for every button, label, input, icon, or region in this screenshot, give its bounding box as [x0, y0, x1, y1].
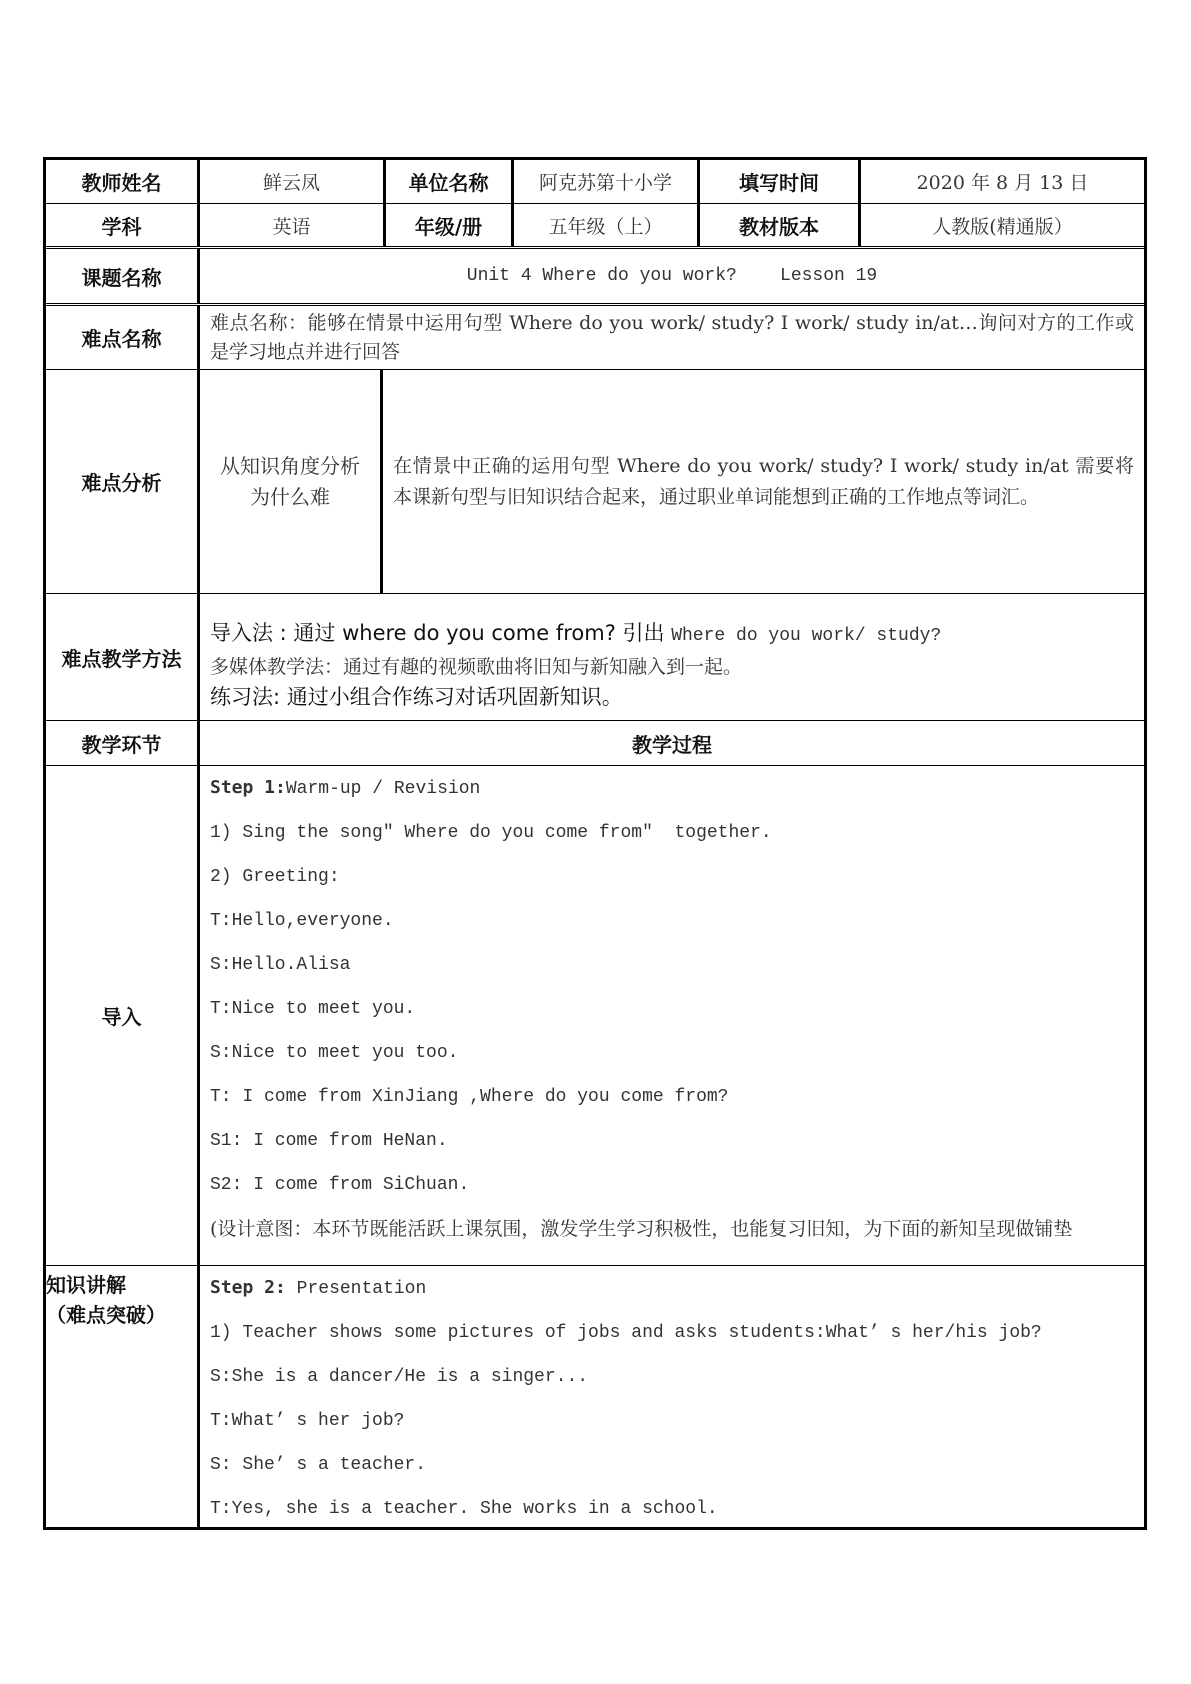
difficulty-analysis-text: 在情景中正确的运用句型 Where do you work/ study? I work/ study in/at 需要将本课新句型与旧知识结合起来，通过职业单词能想到正确的工作地点等词汇。 [393, 454, 1134, 508]
presentation-line: S: She’ s a teacher. [210, 1455, 427, 1475]
intro-content [197, 766, 1144, 1265]
row-process-header [46, 721, 1144, 766]
row-presentation [46, 1266, 1144, 1527]
row-subject [46, 204, 1144, 249]
presentation-line: T:Yes, she is a teacher. She works in a school. [210, 1499, 718, 1519]
presentation-line: 1) Teacher shows some pictures of jobs and asks students:What’ s her/his job? [210, 1323, 1042, 1343]
intro-line: T:Hello,everyone. [210, 911, 394, 931]
unit-label: 单位名称 [383, 160, 511, 203]
intro-design-note: (设计意图：本环节既能活跃上课氛围，激发学生学习积极性，也能复习旧知，为下面的新知呈现做铺垫 [210, 1218, 1073, 1240]
row-intro [46, 766, 1144, 1266]
intro-line: S1: I come from HeNan. [210, 1131, 448, 1151]
presentation-content [197, 1266, 1144, 1527]
method-line-2: 多媒体教学法：通过有趣的视频歌曲将旧知与新知融入到一起。 [210, 656, 743, 678]
row-teaching-method [46, 594, 1144, 721]
intro-line: 1) Sing the song" Where do you come from" together. [210, 823, 772, 843]
presentation-step-title: Presentation [285, 1279, 427, 1299]
process-title: 教学过程 [197, 721, 1144, 765]
topic-value: Unit 4 Where do you work? Lesson 19 [197, 249, 1144, 303]
subject-value: 英语 [197, 204, 383, 246]
method-line-1-suffix: Where do you work/ study? [671, 626, 942, 646]
difficulty-name-label: 难点名称 [81, 327, 162, 351]
presentation-line: S:She is a dancer/He is a singer... [210, 1367, 589, 1387]
process-stage-label: 教学环节 [81, 732, 162, 757]
row-difficulty-name [46, 306, 1144, 370]
method-line-1-prefix: 导入法 : 通过 where do you come from? 引出 [210, 621, 672, 645]
grade-value: 五年级（上） [511, 204, 697, 246]
unit-name: 阿克苏第十小学 [511, 160, 697, 203]
presentation-step-number: Step 2: [210, 1277, 286, 1298]
intro-line: S:Hello.Alisa [210, 955, 351, 975]
intro-line: T: I come from XinJiang ,Where do you come from? [210, 1087, 729, 1107]
difficulty-analysis-label: 难点分析 [81, 471, 162, 495]
grade-label: 年级/册 [383, 204, 511, 246]
intro-line: T:Nice to meet you. [210, 999, 416, 1019]
row-difficulty-analysis [46, 370, 1144, 594]
difficulty-analysis-sublabel: 从知识角度分析为什么难 [197, 370, 380, 593]
intro-step-number: Step 1: [210, 777, 286, 798]
teaching-method-label: 难点教学方法 [61, 646, 182, 671]
teaching-method-value [197, 594, 1144, 720]
intro-step-title: Warm-up / Revision [285, 779, 481, 799]
date-value: 2020 年 8 月 13 日 [858, 160, 1144, 203]
intro-line: S:Nice to meet you too. [210, 1043, 459, 1063]
intro-line: 2) Greeting: [210, 867, 340, 887]
lesson-plan-table [43, 157, 1147, 1530]
textbook-value: 人教版(精通版） [858, 204, 1144, 246]
difficulty-name-text: 难点名称：能够在情景中运用句型 Where do you work/ study? I work/ study in/at…询问对方的工作或是学习地点并进行回答 [210, 311, 1134, 363]
topic-label: 课题名称 [81, 265, 162, 290]
row-teacher [46, 160, 1144, 204]
method-line-3: 练习法: 通过小组合作练习对话巩固新知识。 [210, 685, 623, 709]
teacher-label: 教师姓名 [81, 171, 162, 195]
intro-step-heading [210, 766, 1134, 811]
teacher-name: 鲜云凤 [197, 160, 383, 203]
intro-line: S2: I come from SiChuan. [210, 1175, 470, 1195]
presentation-label [46, 1266, 197, 1527]
intro-label: 导入 [101, 1005, 142, 1029]
presentation-line: T:What’ s her job? [210, 1411, 405, 1431]
row-topic [46, 249, 1144, 306]
presentation-label-line-2: （难点突破） [46, 1303, 166, 1327]
difficulty-analysis-value [380, 370, 1144, 593]
subject-label: 学科 [101, 214, 142, 239]
presentation-label-line-1: 知识讲解 [46, 1273, 126, 1297]
textbook-label: 教材版本 [697, 204, 858, 246]
difficulty-name-value [197, 306, 1144, 369]
presentation-step-heading [210, 1266, 1134, 1311]
date-label: 填写时间 [697, 160, 858, 203]
method-line-1 [210, 618, 1134, 652]
